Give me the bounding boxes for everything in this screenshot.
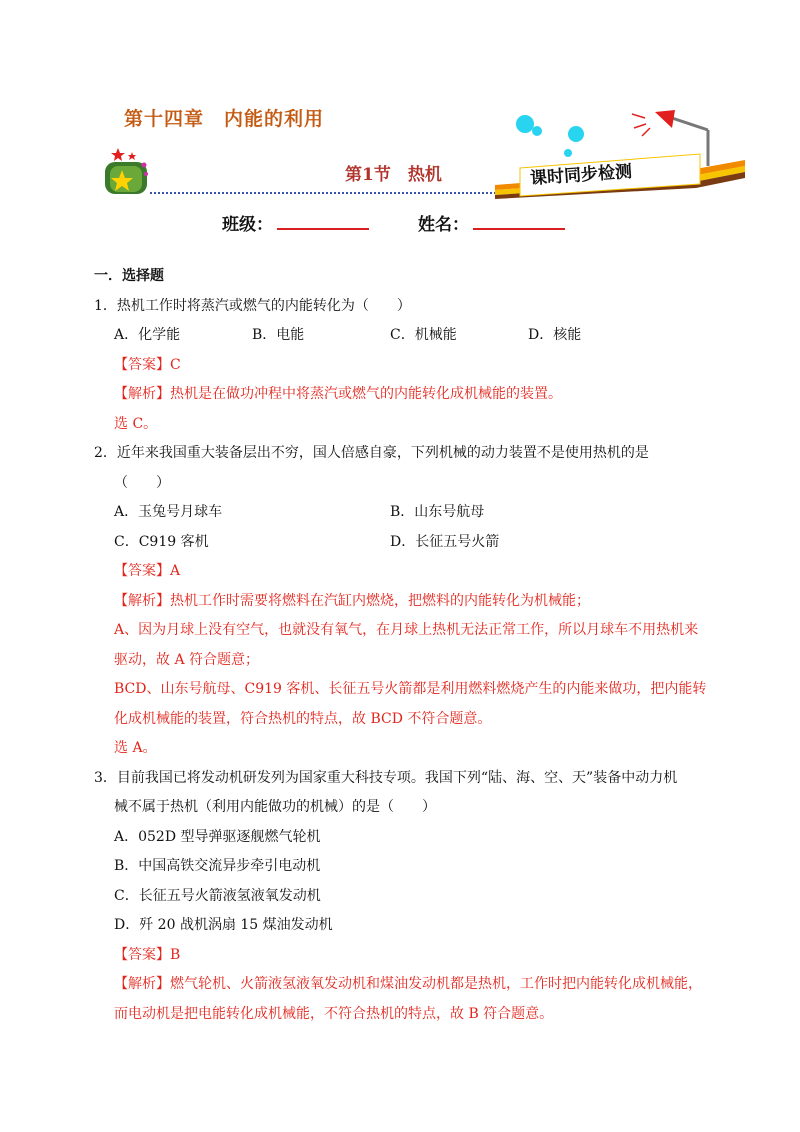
option-d: D．核能: [528, 327, 582, 343]
question-content: [94, 262, 734, 1029]
question-2-answer: [94, 557, 734, 587]
answer-label: 【答案】: [114, 356, 170, 373]
name-label: 姓名：: [418, 215, 469, 235]
class-label: 班级：: [222, 215, 273, 235]
question-3-stem: 3．目前我国已将发动机研发列为国家重大科技专项。我国下列“陆、海、空、天”装备中动力机: [94, 769, 678, 786]
question-3-analysis: [94, 970, 734, 1000]
question-2-options-row2: [94, 528, 734, 558]
chapter-title: 第十四章 内能的利用: [124, 108, 325, 130]
question-2-options-row1: [94, 498, 734, 528]
option-c: C．机械能: [390, 327, 457, 343]
question-1-stem: 1．热机工作时将蒸汽或燃气的内能转化为（ ）: [94, 297, 411, 314]
analysis-text: 热机是在做功冲程中将蒸汽或燃气的内能转化成机械能的装置。: [170, 386, 562, 402]
question-2-stem: 2．近年来我国重大装备层出不穷，国人倍感自豪，下列机械的动力装置不是使用热机的是: [94, 445, 649, 461]
analysis-line: BCD、山东号航母、C919 客机、长征五号火箭都是利用燃料燃烧产生的内能来做功，把内能转: [114, 681, 707, 697]
question-3-answer: [94, 941, 734, 971]
option-d: D．长征五号火箭: [390, 533, 500, 550]
question-2-choose: 选 A。: [114, 740, 157, 756]
option-b: B．电能: [252, 327, 305, 343]
question-1-options: [94, 321, 734, 351]
question-1-analysis: [94, 380, 734, 410]
option-d: D．歼 20 战机涡扇 15 煤油发动机: [114, 917, 333, 933]
analysis-text: 热机工作时需要将燃料在汽缸内燃烧，把燃料的内能转化为机械能；: [170, 592, 590, 609]
name-blank[interactable]: [473, 214, 565, 230]
analysis-line: 化成机械能的装置，符合热机的特点，故 BCD 不符合题意。: [114, 710, 492, 727]
question-2-stem-cont: （ ）: [114, 474, 170, 491]
answer-label: 【答案】: [114, 563, 170, 579]
section-title: 第1节 热机: [345, 165, 442, 185]
answer-value: A: [170, 563, 181, 579]
name-field: [418, 210, 565, 235]
option-c: C．长征五号火箭液氢液氧发动机: [114, 887, 321, 904]
section-heading: 一．选择题: [94, 268, 164, 284]
bubbles-icon: [516, 115, 584, 157]
star-badge-icon: [105, 148, 148, 194]
analysis-text: 燃气轮机、火箭液氢液氧发动机和煤油发动机都是热机，工作时把内能转化成机械能，: [170, 976, 702, 992]
answer-value: B: [170, 946, 181, 963]
analysis-line: 驱动，故 A 符合题意；: [114, 651, 260, 668]
option-b: B．山东号航母: [390, 504, 485, 520]
analysis-label: 【解析】: [114, 976, 170, 992]
analysis-label: 【解析】: [114, 592, 170, 609]
answer-label: 【答案】: [114, 946, 170, 963]
option-a: A．玉兔号月球车: [114, 504, 223, 520]
class-field: [222, 210, 369, 235]
sync-test-badge: 课时同步检测: [529, 161, 633, 189]
analysis-label: 【解析】: [114, 386, 170, 402]
analysis-line: A、因为月球上没有空气，也就没有氧气，在月球上热机无法正常工作，所以月球车不用热机来: [114, 622, 699, 638]
analysis-line: 而电动机是把电能转化成机械能，不符合热机的特点，故 B 符合题意。: [114, 1005, 554, 1022]
option-a: A．化学能: [114, 327, 181, 343]
answer-value: C: [170, 356, 181, 373]
question-3-stem-cont: 械不属于热机（利用内能做功的机械）的是（ ）: [114, 799, 436, 815]
question-2-analysis: [94, 587, 734, 617]
option-a: A．052D 型导弹驱逐舰燃气轮机: [114, 828, 321, 845]
question-1-choose: 选 C。: [114, 415, 158, 432]
question-1-answer: [94, 351, 734, 381]
class-blank[interactable]: [277, 214, 369, 230]
option-c: C．C919 客机: [114, 533, 209, 550]
option-b: B．中国高铁交流异步牵引电动机: [114, 858, 321, 874]
